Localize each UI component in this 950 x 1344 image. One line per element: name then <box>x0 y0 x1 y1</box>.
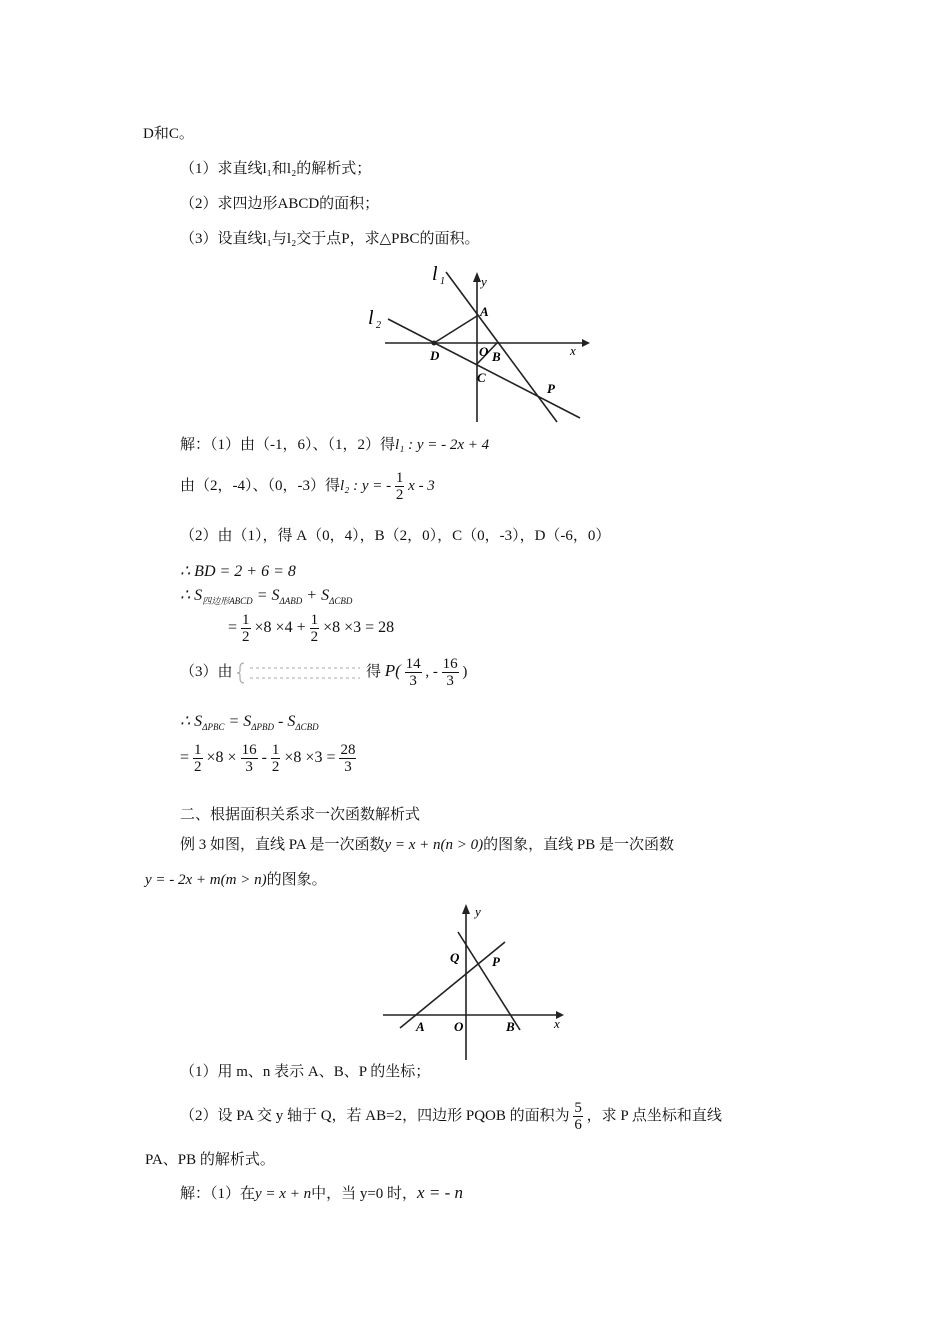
solution-3: （3）由 得 P( $\frac{14}{3}$ , - $\frac{16}{3}$ ) <box>180 656 468 689</box>
section-heading-2: 二、根据面积关系求一次函数解析式 <box>180 807 421 823</box>
area-pbc-equation: ∴ $S_{\Delta PBC} = S_{\Delta PBD} - S_{\Delta CBD}$ <box>180 713 319 732</box>
label-l1-sub: 1 <box>440 276 445 287</box>
example-3-line1: 例 3 如图，直线 PA 是一次函数y = x + n(n > 0)的图象，直线 PB 是一次函数 <box>180 837 675 853</box>
question-ex3-2: （2）设 PA 交 y 轴于 Q，若 AB=2，四边形 PQOB 的面积为 $\frac{5}{6}$ ，求 P 点坐标和直线 <box>180 1100 722 1133</box>
solution-2: （2）由（1），得 A（0，4），B（2，0），C（0，-3），D（-6，0） <box>180 528 611 544</box>
area-abcd-equation: ∴ $S_{四边形ABCD} = S_{\Delta ABD} + S_{\Delta CBD}$ <box>180 587 353 606</box>
axis-y-label: y <box>475 904 481 919</box>
fraction-one-half: $\frac{1}{2}$ <box>395 470 404 503</box>
question-ex3-1: （1）用 m、n 表示 A、B、P 的坐标； <box>180 1064 431 1080</box>
example-3-line2: y = - 2x + m(m > n)的图象。 <box>145 872 327 888</box>
point-Q: Q <box>450 950 460 965</box>
area-pbc-calc: = $\frac{1}{2}$ ×8 × $\frac{16}{3}$ - $\frac{1}{2}$ ×8 ×3 = $\frac{28}{3}$ <box>180 742 356 775</box>
question-2: （2）求四边形ABCD的面积； <box>180 196 380 212</box>
bd-equation: ∴ BD = 2 + 6 = 8 <box>180 563 296 580</box>
point-B: B <box>506 1019 515 1034</box>
question-ex3-2-cont: PA、PB 的解析式。 <box>145 1152 275 1168</box>
point-O: O <box>479 344 489 359</box>
point-C: C <box>477 370 486 385</box>
point-A: A <box>416 1019 425 1034</box>
area-abcd-calc: = $\frac{1}{2}$ ×8 ×4 + $\frac{1}{2}$ ×8 ×3 = 28 <box>228 612 395 645</box>
system-of-equations-image <box>236 660 362 686</box>
solution-1a: 解：（1）由（-1，6）、（1，2）得l₁ : y = - 2x + 4 <box>180 437 490 453</box>
text-line: D和C。 <box>143 126 194 142</box>
point-P: P <box>492 954 500 969</box>
solution-ex3-1: 解：（1）在y = x + n中，当 y=0 时，x = - n <box>180 1183 463 1202</box>
axis-x-label: x <box>554 1016 560 1031</box>
point-D: D <box>430 348 440 363</box>
fraction-five-sixths: $\frac{5}{6}$ <box>574 1100 582 1133</box>
question-1: （1）求直线l₁和l₂的解析式； <box>180 161 372 177</box>
label-l1: l <box>432 263 438 285</box>
label-l2: l <box>368 307 374 329</box>
point-O: O <box>454 1019 464 1034</box>
point-B: B <box>492 349 501 364</box>
solution-1b: 由（2，-4）、（0，-3）得l₂ : y = - $\frac{1}{2}$ x - 3 <box>180 470 435 503</box>
label-l2-sub: 2 <box>376 320 381 331</box>
point-A: A <box>480 304 489 319</box>
point-P: P <box>547 381 555 396</box>
question-3: （3）设直线l₁与l₂交于点P，求△PBC的面积。 <box>180 231 480 247</box>
figure-2-graph <box>380 900 570 1062</box>
axis-x-label: x <box>570 343 576 358</box>
figure-1-graph <box>360 262 590 430</box>
axis-y-label: y <box>481 274 487 289</box>
